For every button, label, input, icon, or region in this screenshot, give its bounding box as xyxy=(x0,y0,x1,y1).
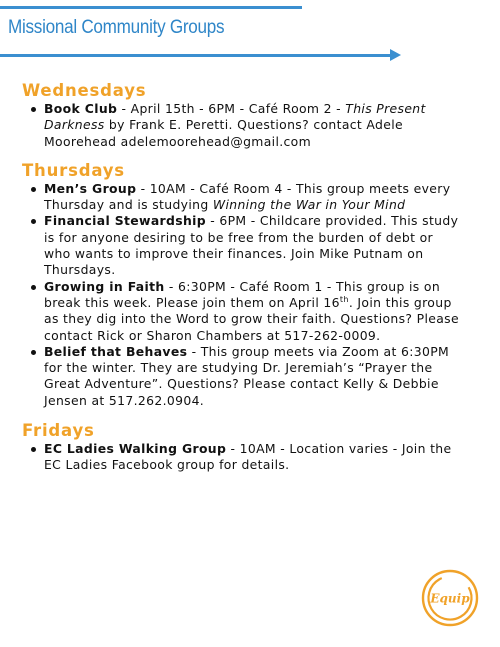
group-details: - April 15th - 6PM - Café Room 2 - xyxy=(117,101,346,116)
day-heading-fridays: Fridays xyxy=(22,421,95,441)
logo-text: Equip xyxy=(430,591,470,606)
equip-logo-icon xyxy=(420,568,480,628)
list-item-book-club xyxy=(44,101,462,150)
book-title: This Present Darkness xyxy=(44,101,426,133)
friday-groups xyxy=(22,441,462,474)
group-details-cont: . Join this group as they dig into the Word to grow their faith. Questions? Please contact Rick or Sharon Chambers at 517-262-0009. xyxy=(44,294,459,343)
arrow-divider xyxy=(0,54,392,57)
top-divider xyxy=(0,6,302,9)
list-item-ec-ladies-walking xyxy=(44,441,462,474)
group-name: Belief that Behaves xyxy=(44,343,188,359)
arrow-right-icon xyxy=(390,49,401,61)
group-name: Book Club xyxy=(44,101,118,116)
ordinal-suffix: th xyxy=(339,294,349,304)
group-name: Growing in Faith xyxy=(44,278,165,294)
book-title: Winning the War in Your Mind xyxy=(212,197,406,213)
schedule-content xyxy=(22,81,462,474)
group-details: - 6:30PM - Café Room 1 - This group is on break this week. Please join them on April 16 xyxy=(44,278,441,310)
group-details: - This group meets via Zoom at 6:30PM for the winter. They are studying Dr. Jeremiah’s “Prayer the Great Adventure”. Questions? Please contact Kelly & Debbie Jensen at 517.262.0904. xyxy=(44,343,450,408)
group-details: - 10AM - Café Room 4 - This group meets every Thursday and is studying xyxy=(44,180,451,213)
list-item-financial-stewardship xyxy=(44,213,462,278)
day-heading-wednesdays: Wednesdays xyxy=(22,81,147,100)
page-title: Missional Community Groups xyxy=(8,17,225,38)
group-details-cont: by Frank E. Peretti. Questions? contact Adele Moorehead adelemoorehead@gmail.com xyxy=(44,117,403,149)
day-heading-thursdays: Thursdays xyxy=(22,160,125,180)
group-name: Men’s Group xyxy=(44,180,137,196)
group-name: Financial Stewardship xyxy=(44,213,206,229)
list-item-belief-that-behaves xyxy=(44,344,462,409)
list-item-growing-in-faith xyxy=(44,279,462,344)
group-details: - 6PM - Childcare provided. This study is for anyone desiring to be free from the burden of debt or who wants to improve their finances. Join Mike Putnam on Thursdays. xyxy=(44,213,459,278)
wednesday-groups xyxy=(22,101,462,150)
list-item-mens-group xyxy=(44,181,462,214)
thursday-groups xyxy=(22,181,462,409)
group-name: EC Ladies Walking Group xyxy=(44,441,227,457)
group-details: - 10AM - Location varies - Join the EC Ladies Facebook group for details. xyxy=(44,441,452,473)
